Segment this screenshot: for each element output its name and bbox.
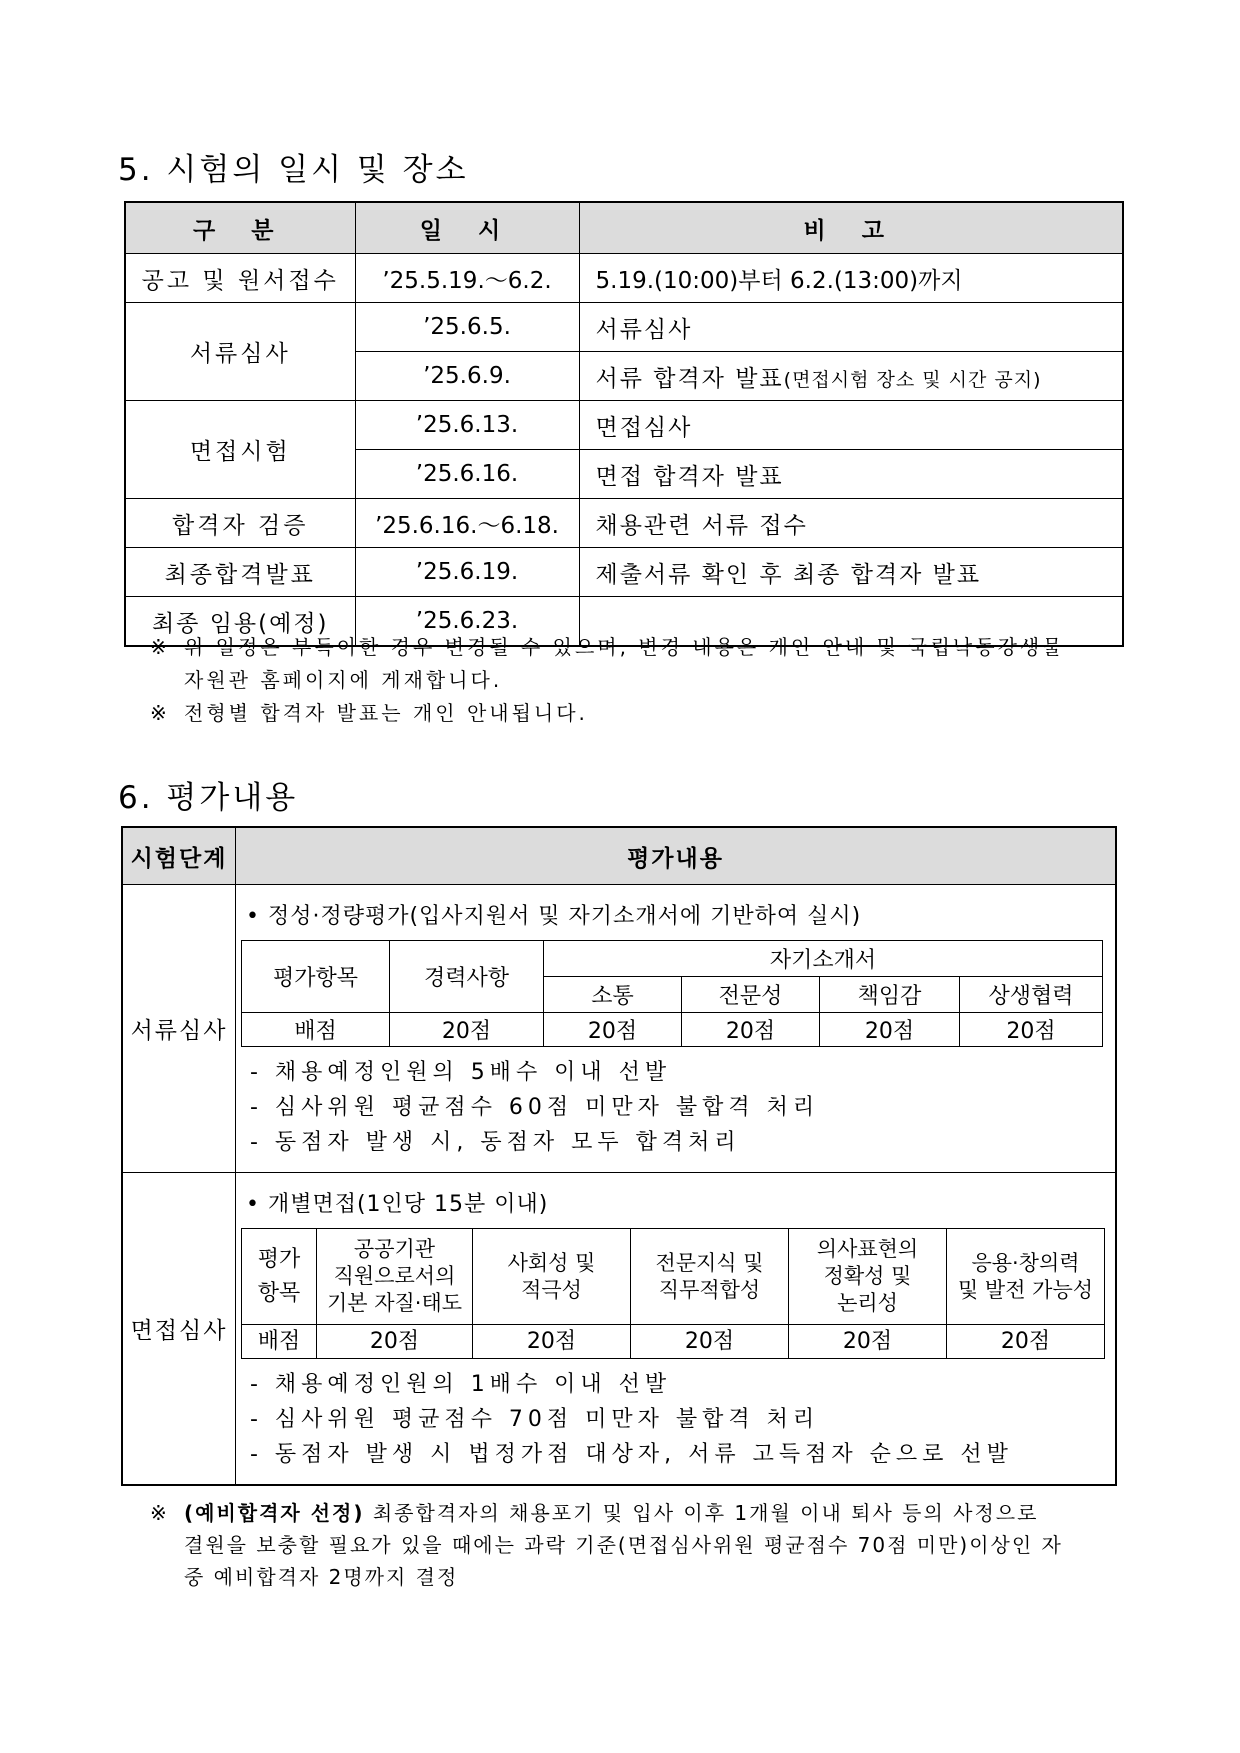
evaluation-header-stage: 시험단계: [122, 827, 236, 885]
evaluation-bullet: • 개별면접(1인당 15분 이내): [246, 1192, 549, 1217]
score-header: [789, 1229, 947, 1325]
schedule-header-category: 구 분: [125, 202, 355, 254]
header-line: 직무적합성: [658, 1277, 761, 1302]
score-header-item-line: 항목: [257, 1280, 301, 1306]
score-header-item: [242, 1229, 317, 1325]
schedule-category: 최종 임용(예정): [125, 597, 355, 647]
list-item: - 채용예정인원의 1배수 이내 선발: [250, 1372, 672, 1397]
schedule-note: [579, 352, 1123, 401]
header-line: 응용·창의력: [971, 1250, 1080, 1275]
schedule-date: ’25.6.23.: [355, 597, 579, 647]
score-header-intro: 자기소개서: [544, 941, 1103, 977]
schedule-date: ’25.6.19.: [355, 548, 579, 597]
score-subheader: 책임감: [820, 977, 960, 1013]
schedule-header-row: [125, 202, 1123, 254]
footnote-bold: (예비합격자 선정): [184, 1501, 365, 1525]
evaluation-bullet: • 정성·정량평가(입사지원서 및 자기소개서에 기반하여 실시): [246, 904, 862, 929]
header-line: 공공기관: [353, 1237, 436, 1261]
header-line: 적극성: [521, 1277, 582, 1302]
schedule-note-small: (면접시험 장소 및 시간 공지): [783, 368, 1042, 391]
schedule-date: ’25.5.19.～6.2.: [355, 254, 579, 303]
header-line: 전문지식 및: [655, 1250, 764, 1275]
score-value: 20점: [544, 1013, 682, 1047]
table-row: [125, 499, 1123, 548]
score-subheader: 전문성: [682, 977, 820, 1013]
schedule-date: ’25.6.13.: [355, 401, 579, 450]
schedule-note-1: [150, 631, 1120, 697]
schedule-table: [124, 201, 1124, 647]
schedule-note-main: 서류 합격자 발표: [595, 365, 784, 392]
score-value: 20점: [317, 1325, 473, 1359]
score-header-item: 평가항목: [242, 941, 390, 1013]
footnote-line2: 결원을 보충할 필요가 있을 때에는 과락 기준(면접심사위원 평균점수 70점 미만)이상인 자: [184, 1533, 1063, 1557]
table-row: [242, 1013, 1103, 1047]
score-subheader: 상생협력: [960, 977, 1103, 1013]
header-line: 논리성: [837, 1291, 898, 1315]
document-score-table: [241, 940, 1103, 1047]
note-mark: ※: [150, 1501, 169, 1525]
list-item: - 동점자 발생 시, 동점자 모두 합격처리: [250, 1130, 741, 1155]
table-row: [125, 303, 1123, 352]
evaluation-content: [236, 885, 1117, 1173]
table-row: [242, 941, 1103, 977]
schedule-note: 면접 합격자 발표: [579, 450, 1123, 499]
schedule-category: 합격자 검증: [125, 499, 355, 548]
score-value: 20점: [631, 1325, 789, 1359]
score-value: 20점: [682, 1013, 820, 1047]
evaluation-header-content: 평가내용: [236, 827, 1117, 885]
score-header: [631, 1229, 789, 1325]
stage-label: 면접심사: [122, 1173, 236, 1486]
header-line: 직원으로서의: [333, 1264, 456, 1288]
header-line: 사회성 및: [507, 1250, 596, 1275]
interview-score-table: [241, 1228, 1105, 1359]
schedule-note: 면접심사: [579, 401, 1123, 450]
table-row: [125, 254, 1123, 303]
score-value: 20점: [820, 1013, 960, 1047]
score-label: 배점: [242, 1325, 317, 1359]
score-value: 20점: [789, 1325, 947, 1359]
reserve-candidate-footnote: [150, 1497, 1120, 1593]
score-header: [947, 1229, 1105, 1325]
note-text-line1: 전형별 합격자 발표는 개인 안내됩니다.: [184, 701, 588, 725]
footnote-line1: 최종합격자의 채용포기 및 입사 이후 1개월 이내 퇴사 등의 사정으로: [364, 1501, 1039, 1525]
note-text-line2: 자원관 홈페이지에 게재합니다.: [184, 668, 503, 692]
note-text-line1: 위 일정은 부득이한 경우 변경될 수 있으며, 변경 내용은 개인 안내 및 국립낙동강생물: [184, 635, 1065, 659]
score-value: 20점: [390, 1013, 544, 1047]
list-item: - 채용예정인원의 5배수 이내 선발: [250, 1060, 672, 1085]
score-header: [473, 1229, 631, 1325]
schedule-header-note: 비 고: [579, 202, 1123, 254]
header-line: 의사표현의: [816, 1237, 919, 1261]
list-item: - 심사위원 평균점수 70점 미만자 불합격 처리: [250, 1407, 820, 1432]
schedule-header-date: 일 시: [355, 202, 579, 254]
schedule-note: 서류심사: [579, 303, 1123, 352]
score-value: 20점: [947, 1325, 1105, 1359]
note-mark: ※: [150, 701, 170, 725]
schedule-note: 제출서류 확인 후 최종 합격자 발표: [579, 548, 1123, 597]
schedule-category: 최종합격발표: [125, 548, 355, 597]
section6-title: 6. 평가내용: [118, 780, 299, 816]
table-row: [125, 401, 1123, 450]
list-item: - 심사위원 평균점수 60점 미만자 불합격 처리: [250, 1095, 820, 1120]
header-line: 정확성 및: [823, 1264, 912, 1288]
score-header: [317, 1229, 473, 1325]
schedule-category: 공고 및 원서접수: [125, 254, 355, 303]
schedule-note-2: [150, 697, 588, 730]
evaluation-content: [236, 1173, 1117, 1486]
evaluation-header-row: [122, 827, 1116, 885]
schedule-date: ’25.6.5.: [355, 303, 579, 352]
score-subheader: 소통: [544, 977, 682, 1013]
evaluation-row-document: [122, 885, 1116, 1173]
score-value: 20점: [473, 1325, 631, 1359]
document-criteria-list: [236, 1055, 1115, 1160]
schedule-category: 서류심사: [125, 303, 355, 401]
table-row: [242, 1325, 1105, 1359]
schedule-note: 5.19.(10:00)부터 6.2.(13:00)까지: [579, 254, 1123, 303]
interview-criteria-list: [236, 1367, 1115, 1472]
schedule-category: 면접시험: [125, 401, 355, 499]
note-mark: ※: [150, 635, 170, 659]
score-header-item-line: 평가: [257, 1246, 301, 1272]
table-row: [125, 548, 1123, 597]
header-line: 및 발전 가능성: [957, 1277, 1094, 1302]
section5-title: 5. 시험의 일시 및 장소: [118, 152, 469, 188]
schedule-date: ’25.6.16.: [355, 450, 579, 499]
header-line: 기본 자질·태도: [326, 1291, 463, 1315]
score-value: 20점: [960, 1013, 1103, 1047]
list-item: - 동점자 발생 시 법정가점 대상자, 서류 고득점자 순으로 선발: [250, 1442, 1013, 1467]
stage-label: 서류심사: [122, 885, 236, 1173]
schedule-date: ’25.6.16.～6.18.: [355, 499, 579, 548]
schedule-note: 채용관련 서류 접수: [579, 499, 1123, 548]
score-label: 배점: [242, 1013, 390, 1047]
evaluation-row-interview: [122, 1173, 1116, 1486]
schedule-date: ’25.6.9.: [355, 352, 579, 401]
score-header-career: 경력사항: [390, 941, 544, 1013]
table-row: [242, 1229, 1105, 1325]
evaluation-table: [121, 826, 1117, 1486]
footnote-line3: 중 예비합격자 2명까지 결정: [184, 1565, 459, 1589]
